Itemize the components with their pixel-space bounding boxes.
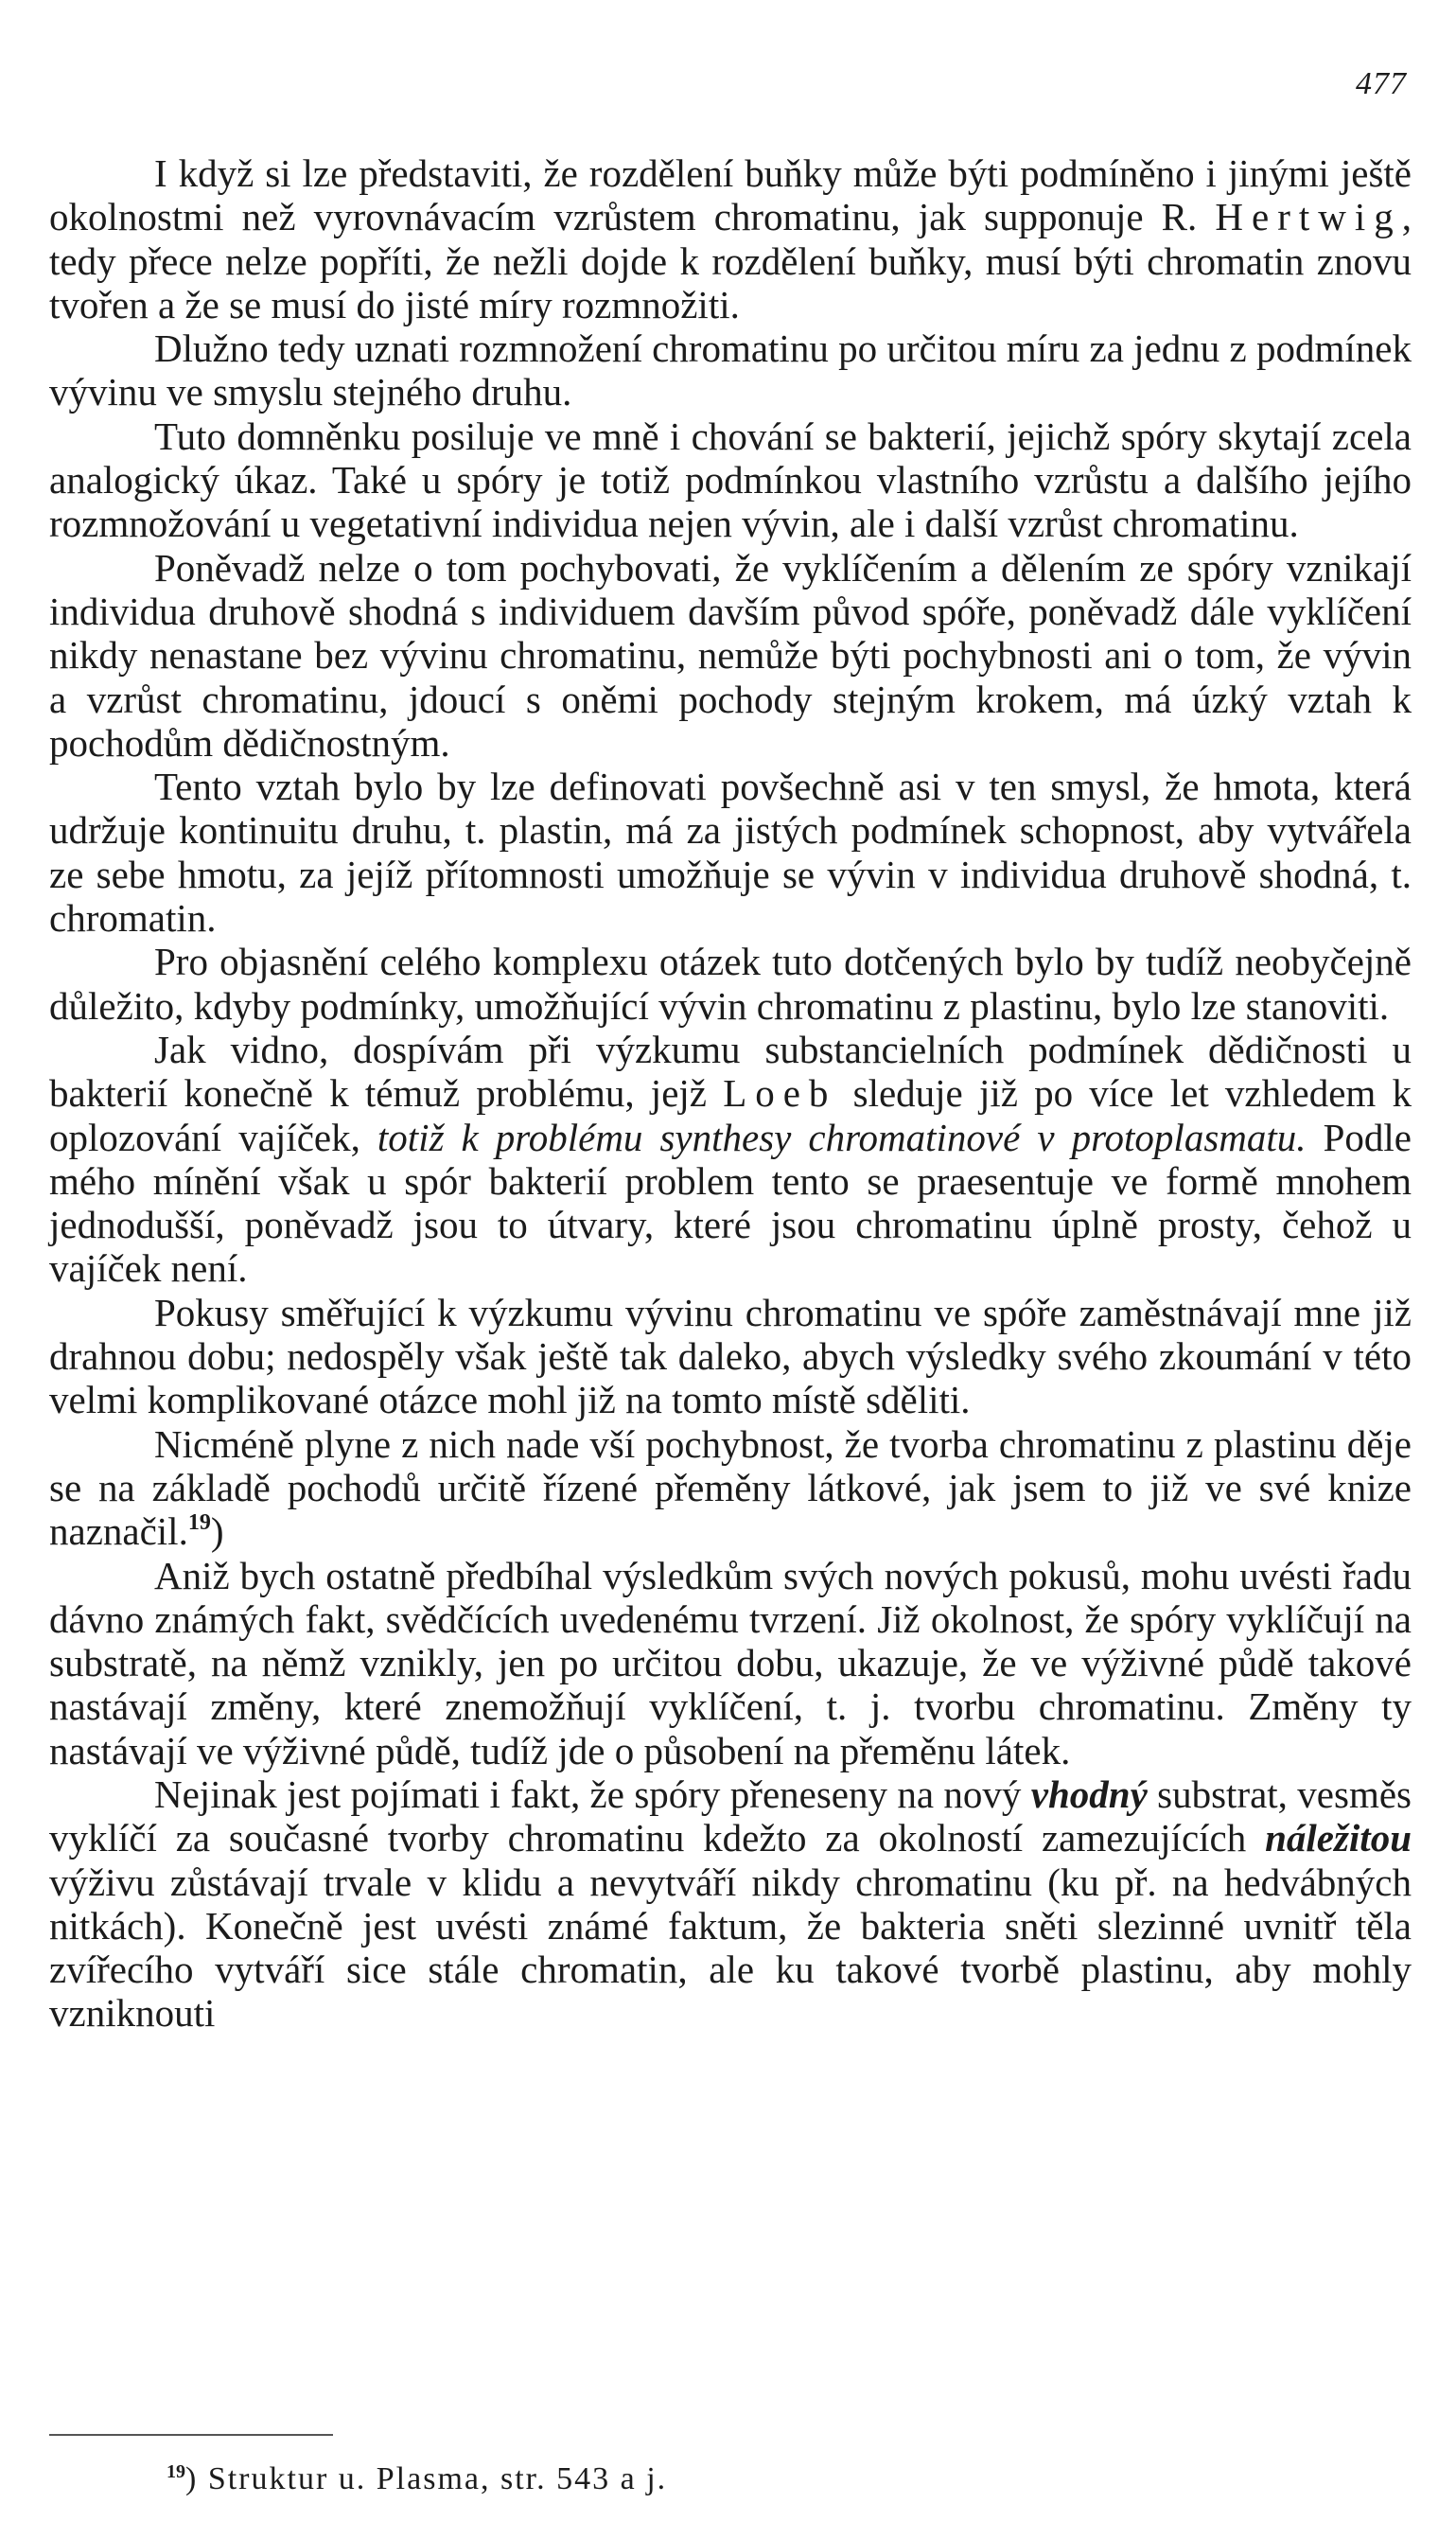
footnote-reference: 19 (187, 1510, 211, 1536)
text-segment: Pro objasnění celého komplexu otázek tuto dotčených bylo by tudíž neobyčejně důležito, kdyby podmínky, umožňující vývin chromatinu z plastinu, bylo lze stanoviti. (49, 940, 1412, 1028)
text-segment: Nejinak jest pojímati i fakt, že spóry přeneseny na nový (154, 1772, 1031, 1816)
text-segment: Aniž bych ostatně předbíhal výsledkům svých nových pokusů, mohu uvésti řadu dávno známých fakt, svědčících uvedenému tvrzení. Již okolnost, že spóry vyklíčují na substratě, na němž vznikly, jen po určitou dobu, ukazuje, že ve výživné půdě takové nastávají změny, které znemožňují vyklíčení, t. j. tvorbu chromatinu. Změny ty nastávají ve výživné půdě, tudíž jde o působení na přeměnu látek. (49, 1553, 1412, 1772)
paragraph (49, 1291, 1412, 1422)
text-segment: sleduje již po více let vzhledem k oplozování vajíček, (49, 1071, 1412, 1159)
text-segment: Jak vidno, dospívám při výzkumu substancielních podmínek dědičnosti u bakterií konečně k témuž problému, jejž (49, 1027, 1412, 1116)
emphasized-text: náležitou (1265, 1816, 1412, 1860)
paragraph (49, 151, 1412, 326)
text-segment: substrat, vesměs vyklíčí za současné tvorby chromatinu kdežto za okolností zamezujících (49, 1772, 1412, 1860)
paragraph (49, 414, 1412, 546)
emphasized-text: vhodný (1030, 1772, 1148, 1816)
page-number: 477 (1356, 66, 1407, 101)
text-segment: , tedy přece nelze popříti, že nežli dojde k rozdělení buňky, musí býti chromatin znovu tvořen a že se musí do jisté míry rozmnožiti. (49, 195, 1412, 326)
paragraph (49, 1422, 1412, 1554)
text-segment: Poněvadž nelze o tom pochybovati, že vyklíčením a dělením ze spóry vznikají individua druhově shodná s individuem davším původ spóře, poněvadž dále vyklíčení nikdy nenastane bez vývinu chromatinu, nemůže býti pochybnosti ani o tom, že vývin a vzrůst chromatinu, jdoucí s oněmi pochody stejným krokem, má úzký vztah k pochodům dědičnostným. (49, 545, 1412, 765)
paragraph (49, 1028, 1412, 1291)
text-segment: Tuto domněnku posiluje ve mně i chování se bakterií, jejichž spóry skytají zcela analogický úkaz. Také u spóry je totiž podmínkou vlastního vzrůstu a dalšího jejího rozmnožování u vegetativní individua nejen vývin, ale i další vzrůst chromatinu. (49, 414, 1412, 546)
emphasized-text: totiž k problému synthesy chromatinové v protoplasmatu. (377, 1115, 1307, 1159)
paragraph (49, 1772, 1412, 2036)
footnote-text: ) Struktur u. Plasma, str. 543 a j. (185, 2461, 668, 2496)
footnote (167, 2460, 667, 2498)
paragraph (49, 765, 1412, 940)
text-segment: Dlužno tedy uznati rozmnožení chromatinu po určitou míru za jednu z podmínek vývinu ve smyslu stejného druhu. (49, 326, 1412, 414)
paragraph (49, 1554, 1412, 1772)
author-name: Hertwig (1215, 195, 1402, 239)
paragraph (49, 326, 1412, 414)
text-segment: I když si lze představiti, že rozdělení buňky může býti podmíněno i jinými ještě okolnostmi než vyrovnávacím vzrůstem chromatinu, jak supponuje R. (49, 151, 1412, 239)
text-segment: Nicméně plyne z nich nade vší pochybnost, že tvorba chromatinu z plastinu děje se na základě pochodů určitě řízené přeměny látkové, jak jsem to již ve své knize naznačil. (49, 1421, 1412, 1554)
footnote-marker: 19 (167, 2461, 185, 2482)
text-segment: výživu zůstávají trvale v klidu a nevytváří nikdy chromatinu (ku př. na hedvábných nitkách). Konečně jest uvésti známé faktum, že bakteria sněti slezinné uvnitř těla zvířecího vytváří sice stále chromatin, ale ku takové tvorbě plastinu, aby mohly vzniknouti (49, 1860, 1412, 2036)
footnote-divider (49, 2434, 333, 2436)
paragraph (49, 940, 1412, 1028)
paragraph (49, 546, 1412, 765)
main-text (49, 151, 1412, 2036)
text-segment: Podle mého mínění však u spór bakterií problem tento se praesentuje ve formě mnohem jednodušší, poněvadž jsou to útvary, které jsou chromatinu úplně prosty, čehož u vajíček není. (49, 1115, 1412, 1291)
text-segment: Pokusy směřující k výzkumu vývinu chromatinu ve spóře zaměstnávají mne již drahnou dobu; nedospěly však ještě tak daleko, abych výsledky svého zkoumání v této velmi komplikované otázce mohl již na tomto místě sděliti. (49, 1290, 1412, 1422)
author-name: Loeb (723, 1071, 837, 1116)
text-segment: Tento vztah bylo by lze definovati povšechně asi v ten smysl, že hmota, která udržuje kontinuitu druhu, t. plastin, má za jistých podmínek schopnost, aby vytvářela ze sebe hmotu, za jejíž přítomnosti umožňuje se vývin v individua druhově shodná, t. chromatin. (49, 765, 1412, 941)
text-segment: ) (210, 1509, 224, 1554)
